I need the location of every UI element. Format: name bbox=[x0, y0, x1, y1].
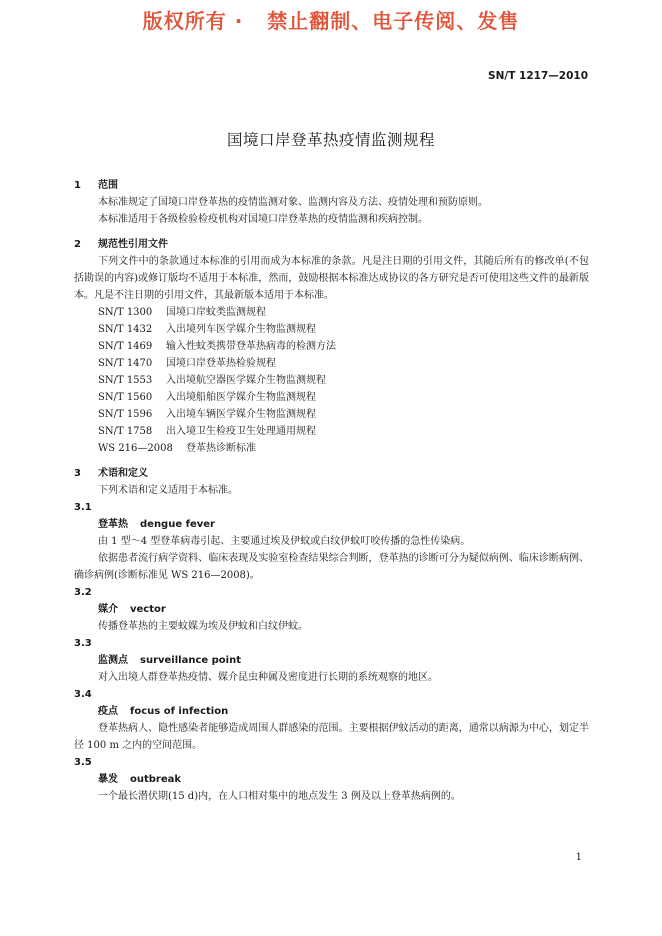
reference-item bbox=[74, 338, 589, 355]
page-number: 1 bbox=[575, 852, 582, 863]
section-title: 范围 bbox=[98, 180, 118, 191]
copyright-watermark: 版权所有 · 禁止翻制、电子传阅、发售 bbox=[142, 9, 520, 33]
term-zh: 媒介 bbox=[98, 604, 118, 615]
document-title: 国境口岸登革热疫情监测规程 bbox=[226, 131, 435, 149]
reference-name: 出入境卫生检疫卫生处理通用规程 bbox=[166, 426, 316, 437]
term-zh: 监测点 bbox=[98, 655, 128, 666]
reference-name: 入出境航空器医学媒介生物监测规程 bbox=[166, 375, 326, 386]
reference-code: SN/T 1432 bbox=[98, 324, 153, 335]
paragraph: 本标准适用于各级检验检疫机构对国境口岸登革热的疫情监测和疾病控制。 bbox=[98, 214, 428, 225]
paragraph: 下列术语和定义适用于本标准。 bbox=[98, 485, 238, 496]
paragraph: 本标准规定了国境口岸登革热的疫情监测对象、监测内容及方法、疫情处理和预防原则。 bbox=[98, 197, 488, 208]
term-number: 3.3 bbox=[74, 638, 92, 649]
term-en: outbreak bbox=[130, 774, 182, 785]
section-number: 2 bbox=[74, 239, 81, 250]
term-heading bbox=[74, 771, 589, 788]
reference-code: SN/T 1596 bbox=[98, 409, 153, 420]
reference-code: SN/T 1300 bbox=[98, 307, 153, 318]
reference-item bbox=[74, 355, 589, 372]
term-definition: 对入出境人群登革热疫情、媒介昆虫种属及密度进行长期的系统观察的地区。 bbox=[98, 672, 438, 683]
reference-item bbox=[74, 423, 589, 440]
section-number: 3 bbox=[74, 468, 81, 479]
reference-item bbox=[74, 321, 589, 338]
term-number: 3.1 bbox=[74, 502, 92, 513]
reference-item bbox=[74, 440, 589, 457]
reference-name: 登革热诊断标准 bbox=[186, 443, 256, 454]
section-2-heading bbox=[74, 236, 589, 253]
reference-item bbox=[74, 304, 589, 321]
term-zh: 疫点 bbox=[98, 706, 118, 717]
reference-name: 入出境列车医学媒介生物监测规程 bbox=[166, 324, 316, 335]
reference-item bbox=[74, 406, 589, 423]
term-en: vector bbox=[130, 604, 166, 615]
reference-name: 国境口岸登革热检验规程 bbox=[166, 358, 276, 369]
term-zh: 暴发 bbox=[98, 774, 118, 785]
term-number: 3.5 bbox=[74, 757, 92, 768]
reference-code: SN/T 1560 bbox=[98, 392, 153, 403]
term-heading bbox=[74, 703, 589, 720]
section-1-heading bbox=[74, 177, 589, 194]
reference-name: 输入性蚊类携带登革热病毒的检测方法 bbox=[166, 341, 336, 352]
reference-item bbox=[74, 389, 589, 406]
term-heading bbox=[74, 601, 589, 618]
section-number: 1 bbox=[74, 180, 81, 191]
term-definition: 由 1 型～4 型登革病毒引起、主要通过埃及伊蚊或白纹伊蚊叮咬传播的急性传染病。 bbox=[98, 536, 471, 547]
reference-code: SN/T 1758 bbox=[98, 426, 153, 437]
term-definition: 依据患者流行病学资料、临床表现及实验室检查结果综合判断，登革热的诊断可分为疑似病例、临床诊断病例、确诊病例(诊断标准见 WS 216—2008)。 bbox=[74, 553, 589, 581]
term-en: surveillance point bbox=[140, 655, 242, 666]
term-heading bbox=[74, 516, 589, 533]
section-title: 术语和定义 bbox=[98, 468, 148, 479]
term-number: 3.4 bbox=[74, 689, 92, 700]
standard-number: SN/T 1217—2010 bbox=[488, 70, 588, 82]
document-body bbox=[74, 177, 589, 805]
reference-code: WS 216—2008 bbox=[98, 443, 173, 454]
section-title: 规范性引用文件 bbox=[98, 239, 168, 250]
reference-code: SN/T 1470 bbox=[98, 358, 153, 369]
reference-name: 国境口岸蚊类监测规程 bbox=[166, 307, 266, 318]
term-definition: 一个最长潜伏期(15 d)内，在人口相对集中的地点发生 3 例及以上登革热病例的。 bbox=[98, 791, 461, 802]
reference-name: 入出境车辆医学媒介生物监测规程 bbox=[166, 409, 316, 420]
term-en: focus of infection bbox=[130, 706, 229, 717]
term-en: dengue fever bbox=[140, 519, 215, 530]
term-heading bbox=[74, 652, 589, 669]
paragraph: 下列文件中的条款通过本标准的引用而成为本标准的条款。凡是注日期的引用文件，其随后所有的修改单(不包括勘误的内容)或修订版均不适用于本标准，然而，鼓励根据本标准达成协议的各方研究是否可使用这些文件的最新版本。凡是不注日期的引用文件，其最新版本适用于本标准。 bbox=[74, 256, 589, 301]
reference-list bbox=[74, 304, 589, 457]
reference-name: 入出境船舶医学媒介生物监测规程 bbox=[166, 392, 316, 403]
term-zh: 登革热 bbox=[98, 519, 128, 530]
term-number: 3.2 bbox=[74, 587, 92, 598]
term-definition: 登革热病人、隐性感染者能够造成周围人群感染的范围。主要根据伊蚊活动的距离，通常以病源为中心，划定半径 100 m 之内的空间范围。 bbox=[74, 723, 589, 751]
term-definition: 传播登革热的主要蚊媒为埃及伊蚊和白纹伊蚊。 bbox=[98, 621, 308, 632]
section-3-heading bbox=[74, 465, 589, 482]
reference-code: SN/T 1553 bbox=[98, 375, 153, 386]
reference-code: SN/T 1469 bbox=[98, 341, 153, 352]
reference-item bbox=[74, 372, 589, 389]
